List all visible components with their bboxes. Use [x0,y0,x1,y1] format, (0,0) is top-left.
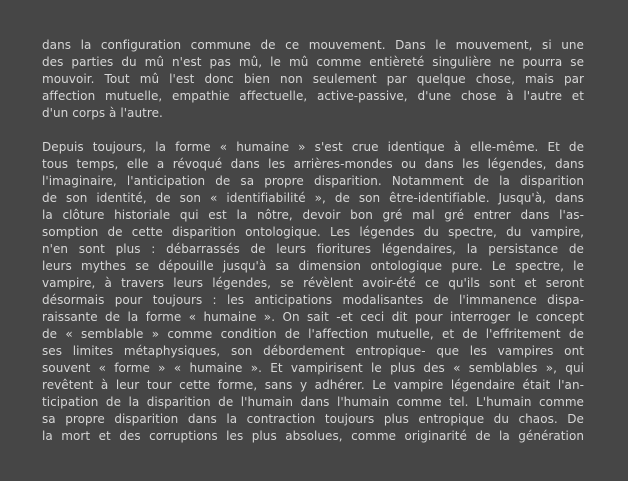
text-line: Depuis toujours, la forme « humaine » s'est crue identique à elle-même. Et de [42,140,584,154]
text-line: vampire, à travers leurs légendes, se révèlent avoir-été ce qu'ils sont et seront [42,276,584,290]
text-line: ticipation de la disparition de l'humain dans l'humain comme tel. L'humain comme [42,395,584,409]
text-line: la mort et des corruptions les plus absolues, comme originarité de la génération [42,429,584,443]
text-line: leurs mythes se dépouille jusqu'à sa dimension ontologique pure. Le spectre, le [42,259,584,273]
text-line: souvent « forme » « humaine ». Et vampirisent le plus des « semblables », qui [42,361,584,375]
text-line: dans la configuration commune de ce mouvement. Dans le mouvement, si une [42,38,584,52]
text-line: revêtent à leur tour cette forme, sans y adhérer. Le vampire légendaire était l'an- [42,378,584,392]
text-line: d'un corps à l'autre. [42,106,163,120]
text-line: tous temps, elle a révoqué dans les arrières-mondes ou dans les légendes, dans [42,157,584,171]
text-line: affection mutuelle, empathie affectuelle, active-passive, d'une chose à l'autre et [42,89,584,103]
text-line: de « semblable » comme condition de l'affection mutuelle, et de l'effritement de [42,327,584,341]
text-line: des parties du mû n'est pas mû, le mû comme entièreté singulière ne pourra se [42,55,584,69]
paragraph-2 [42,139,584,445]
text-line: n'en sont plus : débarrassés de leurs fioritures légendaires, la persistance de [42,242,584,256]
text-line: somption de cette disparition ontologique. Les légendes du spectre, du vampire, [42,225,584,239]
text-line: l'imaginaire, l'anticipation de sa propre disparition. Notamment de la disparition [42,174,584,188]
document-page [42,37,584,445]
paragraph-1 [42,37,584,122]
text-line: mouvoir. Tout mû l'est donc bien non seulement par quelque chose, mais par [42,72,584,86]
text-line: raissante de la forme « humaine ». On sait -et ceci dit pour interroger le concept [42,310,584,324]
text-line: de son identité, de son « identifiabilité », de son être-identifiable. Jusqu'à, dans [42,191,584,205]
text-line: sa propre disparition dans la contraction toujours plus entropique du chaos. De [42,412,584,426]
text-line: désormais pour toujours : les anticipations modalisantes de l'immanence dispa- [42,293,584,307]
text-line: la clôture historiale qui est la nôtre, devoir bon gré mal gré entrer dans l'as- [42,208,584,222]
text-line: ses limites métaphysiques, son débordement entropique- que les vampires ont [42,344,584,358]
